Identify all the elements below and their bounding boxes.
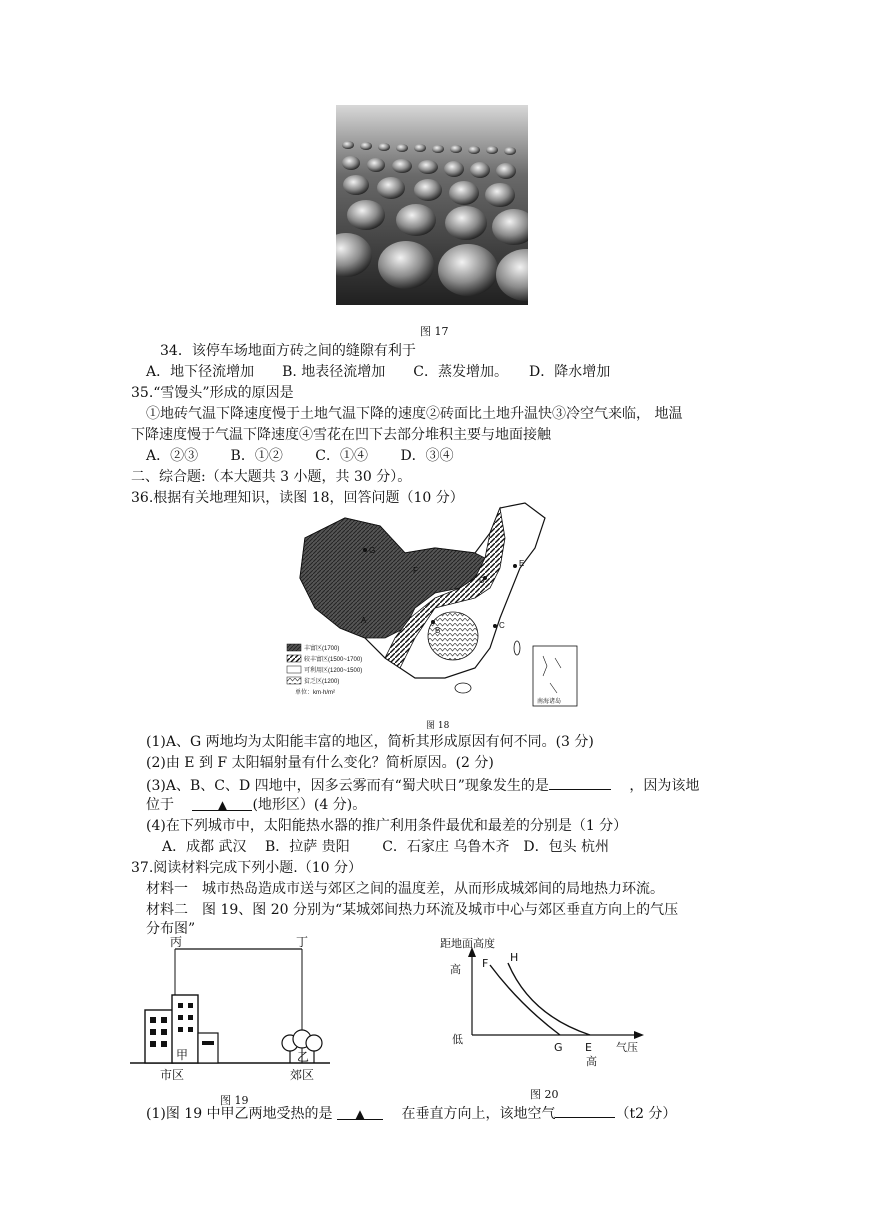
- q35-line2: 下降速度慢于气温下降速度④雪花在凹下去部分堆积主要与地面接触: [131, 427, 551, 443]
- map-legend: [287, 644, 301, 684]
- q36-sub3-text-c: 位于: [146, 797, 174, 813]
- fig20-xhigh: 高: [586, 1055, 597, 1068]
- fig18-caption: 图 18: [426, 721, 450, 731]
- q36-sub3-text-b: ，因为该地: [629, 778, 700, 794]
- q36-sub4: (4)在下列城市中，太阳能热水器的推广利用条件最优和最差的分别是（1 分）: [146, 818, 628, 834]
- q37-sub1-text-a: (1)图 19 中甲乙两地受热的是: [146, 1106, 333, 1122]
- legend-unit: 单位：km·h/m²: [295, 690, 335, 696]
- q34-options: A．地下径流增加 B. 地表径流增加 C．蒸发增加。 D．降水增加: [146, 364, 611, 380]
- q36-sub3-line2: [146, 796, 366, 814]
- map-label-E: E: [519, 559, 525, 568]
- map-label-C: C: [499, 621, 505, 630]
- q37-material-2b: 分布图”: [146, 921, 196, 937]
- fig19-label-ding: 丁: [296, 935, 309, 949]
- fig20-low: 低: [452, 1033, 463, 1046]
- fig20-xlabel: 气压: [616, 1041, 638, 1054]
- q36-sub3-blank-2[interactable]: [192, 796, 252, 811]
- snow-mound-photo: [336, 105, 528, 305]
- q36-sub3-blank-1[interactable]: [549, 775, 611, 790]
- triangle-marker: ▲: [217, 798, 228, 812]
- fig20-label-G: G: [554, 1041, 563, 1054]
- fig20-pressure-graph: [430, 935, 655, 1085]
- q37-sub1-text-c: （t2 分）: [615, 1106, 677, 1122]
- q36-sub2: (2)由 E 到 F 太阳辐射量有什么变化？简析原因。(2 分): [146, 755, 494, 771]
- q37-sub1-blank-2[interactable]: [555, 1103, 615, 1118]
- fig20-ylabel: 距地面高度: [440, 937, 495, 950]
- fig19-label-yi: 乙: [297, 1050, 310, 1064]
- fig19-thermal-circulation: [130, 935, 330, 1085]
- q37-sub1: [146, 1103, 676, 1123]
- fig19-label-bing: 丙: [170, 935, 183, 949]
- fig20-label-E: E: [585, 1041, 592, 1054]
- map-label-A: A: [361, 616, 367, 625]
- q36-options: A．成都 武汉 B．拉萨 贵阳 C．石家庄 乌鲁木齐 D．包头 杭州: [162, 839, 610, 855]
- fig20-high: 高: [450, 963, 461, 976]
- q36-sub3-text-d: (地形区）(4 分)。: [252, 797, 367, 813]
- map-label-D: D: [479, 576, 485, 585]
- legend-poor: 贫乏区(1200): [304, 679, 340, 685]
- fig19-city: 市区: [160, 1068, 185, 1082]
- q35-options: A．②③ B．①② C．①④ D．③④: [146, 448, 454, 464]
- fig19-caption: 图 19: [220, 1094, 249, 1107]
- fig17-caption: 图 17: [420, 325, 449, 338]
- q36-sub3-line1: [146, 775, 699, 795]
- legend-usable: 可利用区(1200~1500): [304, 668, 363, 674]
- q37-sub1-text-b: 在垂直方向上，该地空气: [401, 1106, 556, 1122]
- poor-zone-region: [428, 612, 478, 660]
- q37-sub1-blank-1[interactable]: [337, 1105, 383, 1120]
- map-label-B: B: [435, 626, 441, 635]
- q36-sub1: (1)A、G 两地均为太阳能丰富的地区，简析其形成原因有何不同。(3 分): [146, 734, 594, 750]
- legend-relatively-rich: 较丰富区(1500~1700): [304, 657, 363, 663]
- map-label-F: F: [413, 566, 418, 575]
- fig19-suburb: 郊区: [290, 1068, 315, 1082]
- q37-material-1: 材料一 城市热岛造成市送与郊区之间的温度差，从而形成城郊间的局地热力环流。: [146, 881, 664, 897]
- q35-line1: ①地砖气温下降速度慢于土地气温下降的速度②砖面比土地升温快③冷空气来临， 地温: [146, 406, 683, 422]
- fig19-label-jia: 甲: [176, 1048, 189, 1062]
- q37-stem: 37.阅读材料完成下列小题.（10 分）: [131, 860, 362, 876]
- map-label-G: G: [369, 546, 376, 555]
- fig20-label-F: F: [482, 957, 489, 970]
- triangle-marker: ▲: [355, 1107, 365, 1121]
- fig20-caption: 图 20: [530, 1088, 559, 1101]
- legend-rich: 丰富区(1700): [304, 646, 340, 652]
- fig20-label-H: H: [510, 951, 519, 964]
- q37-material-2a: 材料二 图 19、图 20 分别为“某城郊间热力环流及城市中心与郊区垂直方向上的气压: [146, 902, 679, 918]
- china-solar-map: [285, 498, 580, 710]
- q36-sub3-text-a: (3)A、B、C、D 四地中，因多云雾而有“蜀犬吠日”现象发生的是: [146, 778, 549, 794]
- inset-label: 南海诸岛: [537, 699, 562, 705]
- q36-stem: 36.根据有关地理知识，读图 18，回答问题（10 分）: [131, 490, 464, 506]
- q35-stem: 35.“雪馒头”形成的原因是: [131, 385, 294, 401]
- q34-stem: 34．该停车场地面方砖之间的缝隙有利于: [160, 343, 416, 359]
- section-2-heading: 二、综合题:（本大题共 3 小题，共 30 分）。: [131, 469, 412, 485]
